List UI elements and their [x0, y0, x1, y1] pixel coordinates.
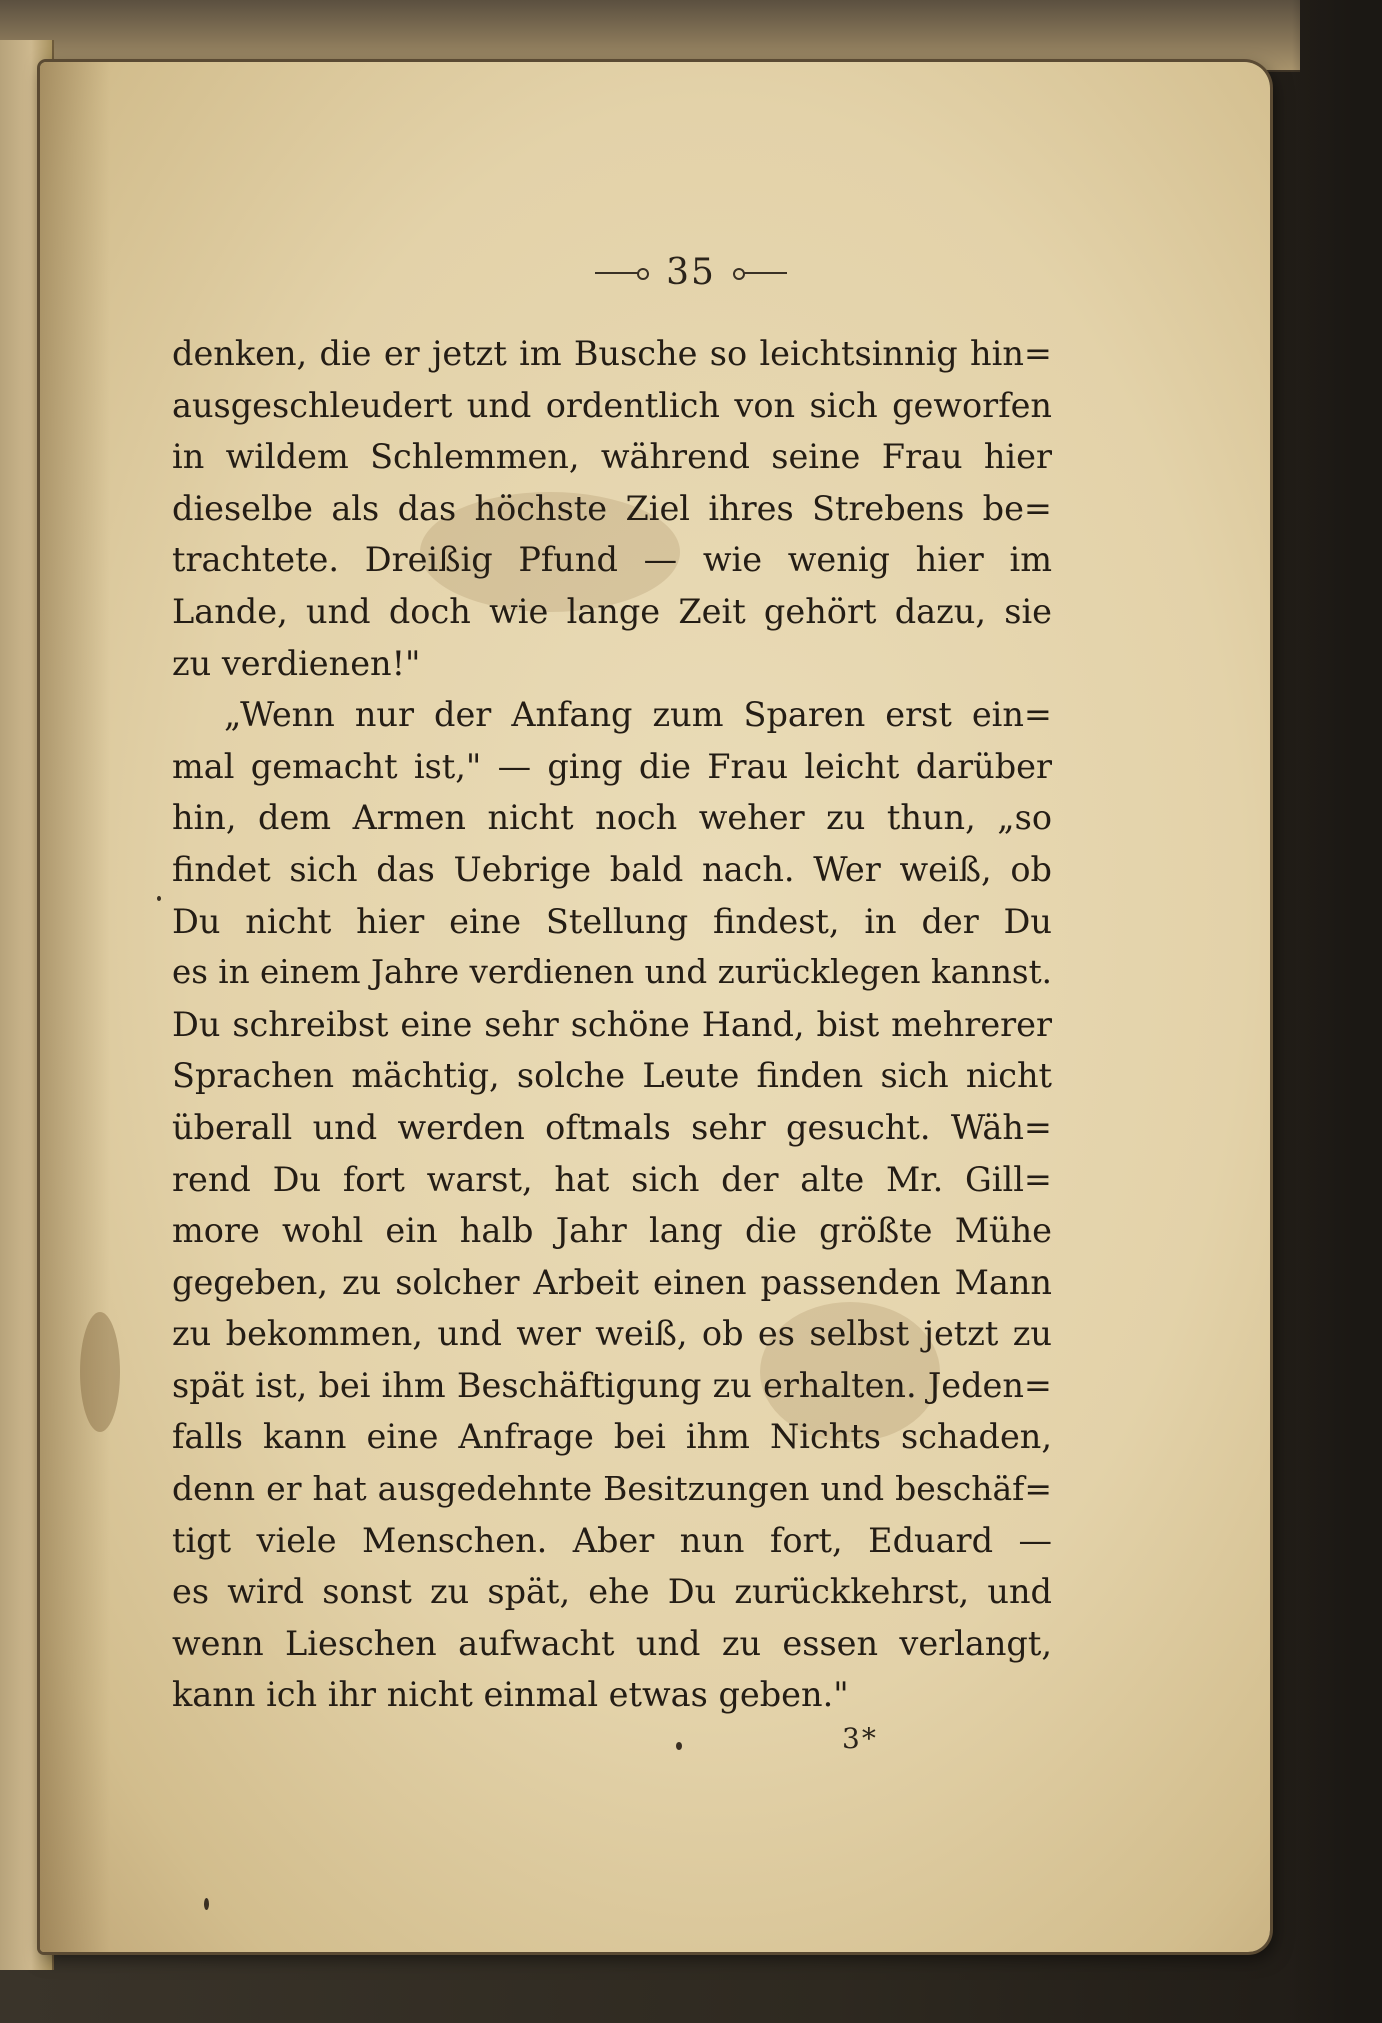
text-line: Sprachen mächtig, solche Leute finden sich nicht: [172, 1056, 1052, 1096]
text-line: kann ich ihr nicht einmal etwas geben.": [172, 1675, 849, 1715]
page-header: [0, 252, 1382, 293]
text-line: ausgeschleudert und ordentlich von sich geworfen: [172, 385, 1052, 425]
text-line: Lande, und doch wie lange Zeit gehört dazu, sie: [172, 591, 1052, 631]
text-line: denn er hat ausgedehnte Besitzungen und beschäf=: [172, 1469, 1052, 1509]
text-line: rend Du fort warst, hat sich der alte Mr. Gill=: [172, 1159, 1052, 1199]
text-line: „Wenn nur der Anfang zum Sparen erst ein=: [224, 695, 1052, 735]
page-number: 35: [666, 252, 716, 293]
text-line: zu verdienen!": [172, 643, 421, 683]
text-line: überall und werden oftmals sehr gesucht. Wäh=: [172, 1107, 1052, 1147]
text-line: es wird sonst zu spät, ehe Du zurückkehrst, und: [172, 1572, 1052, 1612]
text-line: mal gemacht ist," — ging die Frau leicht darüber: [172, 746, 1052, 786]
text-line: more wohl ein halb Jahr lang die größte Mühe: [172, 1211, 1052, 1251]
text-line: zu bekommen, und wer weiß, ob es selbst jetzt zu: [172, 1314, 1052, 1354]
text-line: dieselbe als das höchste Ziel ihres Strebens be=: [172, 488, 1052, 528]
text-line: tigt viele Menschen. Aber nun fort, Eduard —: [172, 1520, 1052, 1560]
text-line: Du schreibst eine sehr schöne Hand, bist mehrerer: [172, 1004, 1052, 1044]
ink-speck: [676, 1742, 682, 1750]
body-text: [172, 328, 1052, 1721]
text-line: findet sich das Uebrige bald nach. Wer weiß, ob: [172, 849, 1052, 889]
text-line: es in einem Jahre verdienen und zurücklegen kannst.: [172, 953, 1052, 992]
header-ornament-left: [595, 272, 643, 274]
background-shadow: [1292, 0, 1382, 2023]
text-line: denken, die er jetzt im Busche so leichtsinnig hin=: [172, 334, 1052, 373]
paper-stain: [80, 1312, 120, 1432]
header-ornament-right: [739, 272, 787, 274]
text-line: Du nicht hier eine Stellung findest, in der Du: [172, 901, 1052, 941]
text-line: trachtete. Dreißig Pfund — wie wenig hier im: [172, 540, 1052, 580]
text-line: wenn Lieschen aufwacht und zu essen verlangt,: [172, 1623, 1052, 1663]
printer-signature-mark: 3*: [842, 1722, 878, 1755]
text-line: gegeben, zu solcher Arbeit einen passenden Mann: [172, 1262, 1052, 1302]
text-line: falls kann eine Anfrage bei ihm Nichts schaden,: [172, 1417, 1052, 1457]
text-line: hin, dem Armen nicht noch weher zu thun, „so: [172, 798, 1052, 838]
ink-speck: [204, 1898, 209, 1910]
text-line: spät ist, bei ihm Beschäftigung zu erhalten. Jeden=: [172, 1365, 1052, 1405]
text-line: in wildem Schlemmen, während seine Frau hier: [172, 437, 1052, 477]
ink-speck: [157, 896, 161, 901]
